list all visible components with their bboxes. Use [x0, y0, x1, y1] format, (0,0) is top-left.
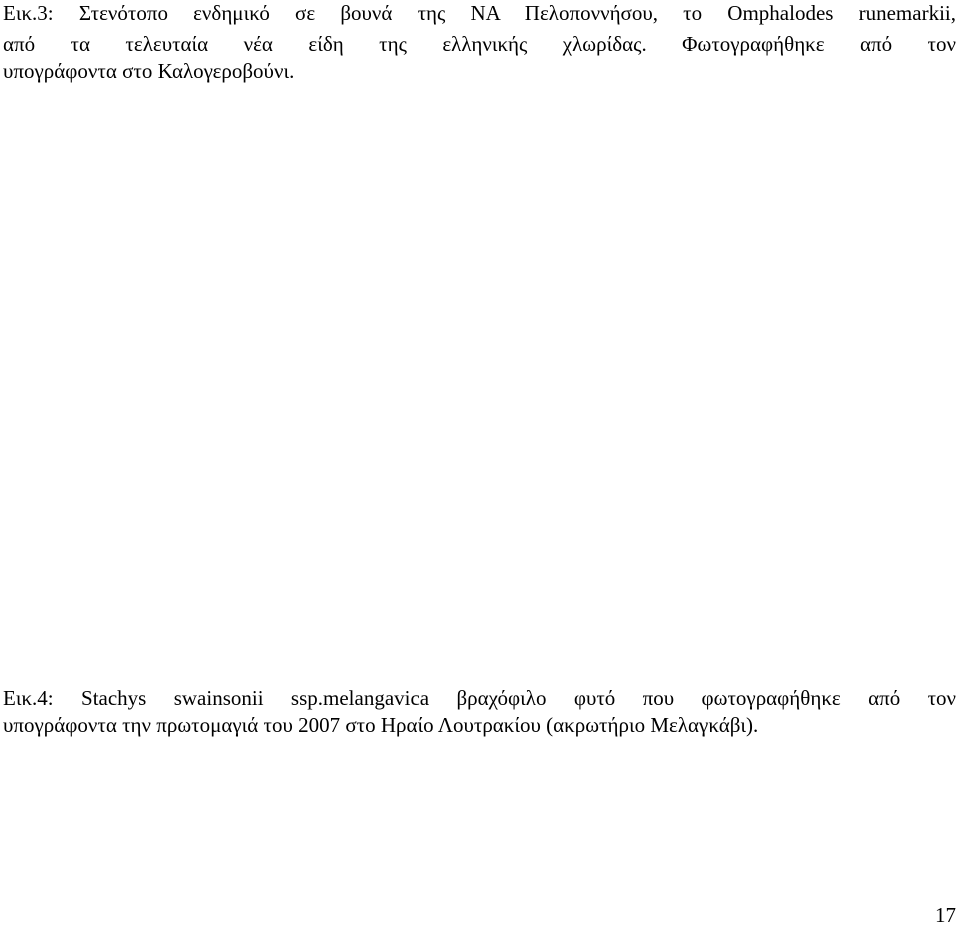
- caption-fig3-line1: Εικ.3: Στενότοπο ενδημικό σε βουνά της ΝΑ Πελοποννήσου, το Omphalodes runemarkii,: [3, 1, 956, 25]
- caption-fig4-line2: υπογράφοντα την πρωτομαγιά του 2007 στο Ηραίο Λουτρακίου (ακρωτήριο Μελαγκάβι).: [3, 713, 759, 737]
- caption-fig3-line3: υπογράφοντα στο Καλογεροβούνι.: [3, 59, 295, 83]
- caption-fig3-line2: από τα τελευταία νέα είδη της ελληνικής χλωρίδας. Φωτογραφήθηκε από τον: [3, 32, 956, 56]
- page-number: 17: [935, 903, 956, 927]
- caption-fig4-line1: Εικ.4: Stachys swainsonii ssp.melangavica βραχόφιλο φυτό που φωτογραφήθηκε από τον: [3, 686, 956, 710]
